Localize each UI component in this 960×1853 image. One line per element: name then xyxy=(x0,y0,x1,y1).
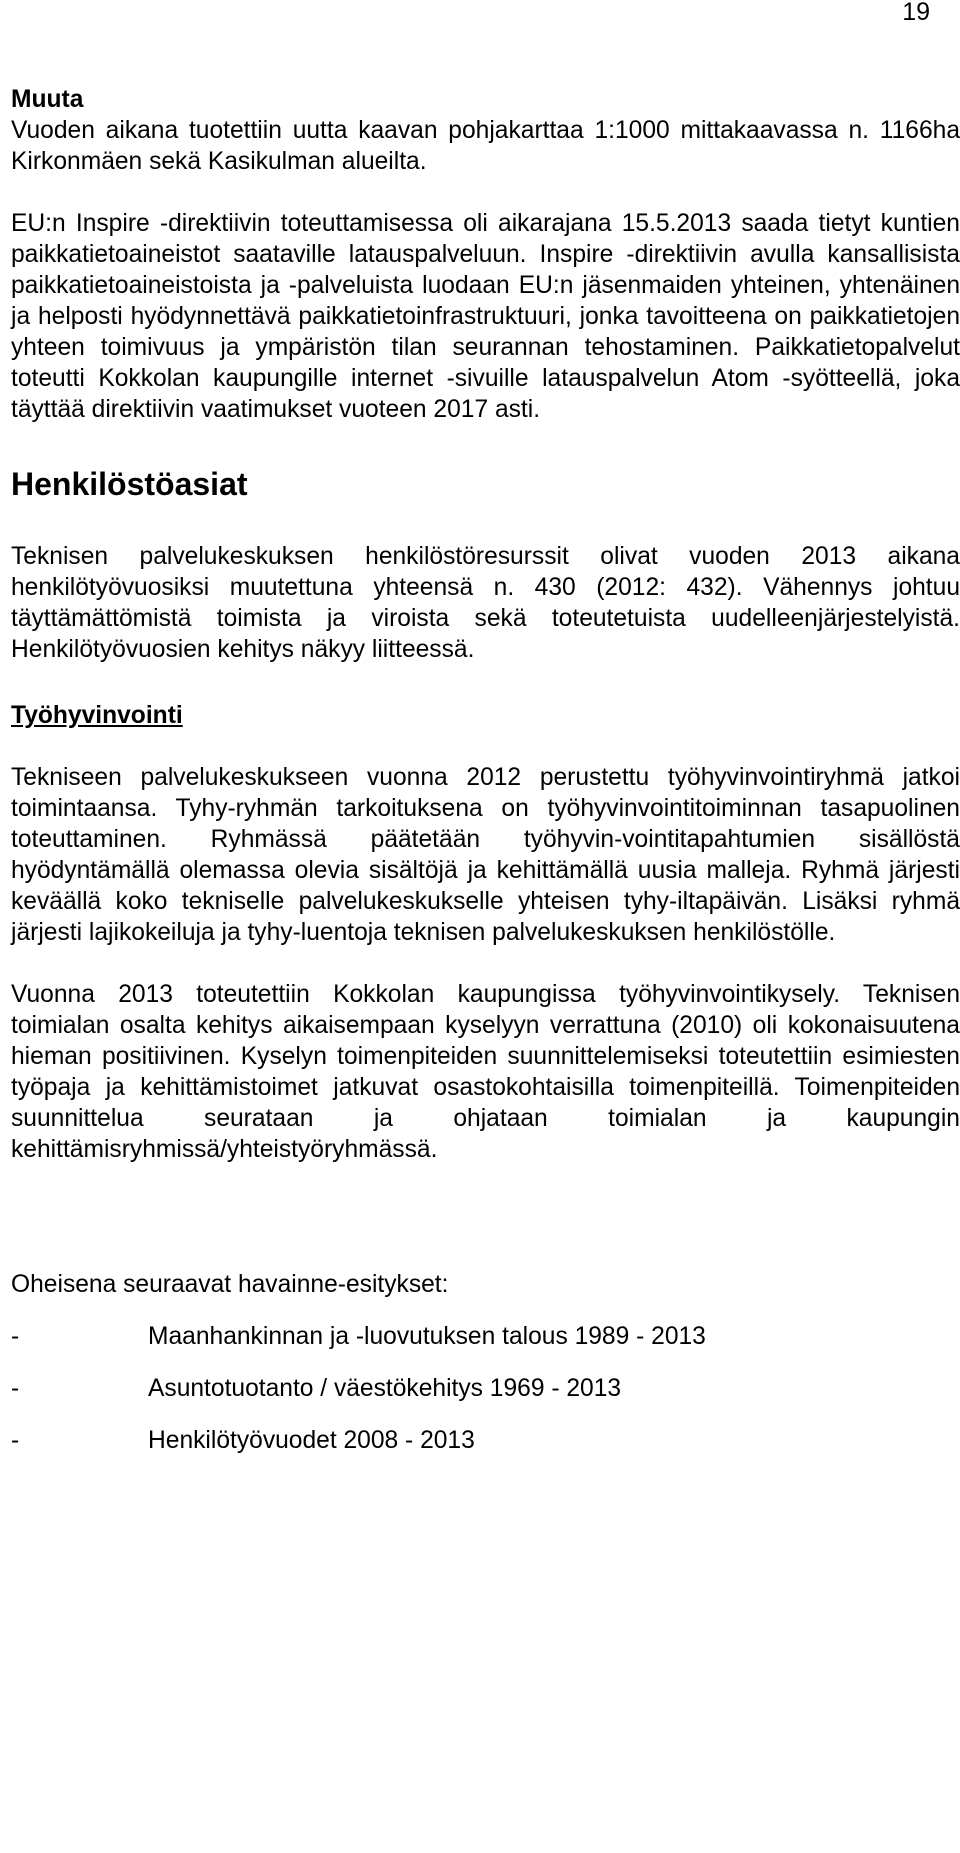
list-dash: - xyxy=(11,1323,20,1350)
document-body xyxy=(11,84,960,1456)
paragraph-kysely: Vuonna 2013 toteutettiin Kokkolan kaupungissa työhyvinvointikysely. Teknisen toimialan osalta kehitys aikaisempaan kyselyyn verrattuna (2010) oli kokonaisuutena hieman positiivinen. Kyselyn toimenpiteiden suunnittelemiseksi toteutettiin esimiesten työpaja ja kehittämistoimet jatkuvat osastokohtaisilla toimenpiteillä. Toimenpiteiden suunnittelua seurataan ja ohjataan toimialan ja kaupungin kehittämisryhmissä/yhteistyöryhmässä. xyxy=(11,981,960,1163)
section-havainne xyxy=(11,1269,960,1456)
page-number: 19 xyxy=(902,0,930,26)
list-item-text: Asuntotuotanto / väestökehitys 1969 - 2013 xyxy=(148,1375,622,1402)
havainne-intro: Oheisena seuraavat havainne-esitykset: xyxy=(11,1271,449,1298)
havainne-list xyxy=(11,1321,960,1456)
heading-henkilostoasiat: Henkilöstöasiat xyxy=(11,466,248,502)
paragraph-inspire: EU:n Inspire -direktiivin toteuttamisessa oli aikarajana 15.5.2013 saada tietyt kuntien paikkatietoaineistot saataville latauspalveluun. Inspire -direktiivin avulla kansallisista paikkatietoaineistoista ja -palveluista luodaan EU:n jäsenmaiden yhteinen, yhtenäinen ja helposti hyödynnettävä paikkatietoinfrastruktuuri, jonka tavoitteena on paikkatietojen yhteen toimivuus ja ympäristön tilan seurannan tehostaminen. Paikkatietopalvelut toteutti Kokkolan kaupungille internet -sivuille latauspalvelun Atom -syötteellä, joka täyttää direktiivin vaatimukset vuoteen 2017 asti. xyxy=(11,210,960,423)
list-item-text: Henkilötyövuodet 2008 - 2013 xyxy=(148,1427,475,1454)
list-item-text: Maanhankinnan ja -luovutuksen talous 1989 - 2013 xyxy=(148,1323,706,1350)
list-item xyxy=(11,1425,960,1456)
paragraph-tyhy-ryhma: Tekniseen palvelukeskukseen vuonna 2012 perustettu työhyvinvointiryhmä jatkoi toimintaansa. Tyhy-ryhmän tarkoituksena on työhyvinvointitoiminnan tasapuolinen toteuttaminen. Ryhmässä päätetään työhyvin-vointitapahtumien sisällöstä hyödyntämällä olemassa olevia sisältöjä ja kehittämällä uusia malleja. Ryhmä järjesti keväällä koko tekniselle palvelukeskukselle yhteisen tyhy-iltapäivän. Lisäksi ryhmä järjesti lajikokeiluja ja tyhy-luentoja teknisen palvelukeskuksen henkilöstölle. xyxy=(11,764,960,946)
list-item xyxy=(11,1321,960,1352)
heading-tyohyvinvointi: Työhyvinvointi xyxy=(11,702,183,729)
section-muuta xyxy=(11,84,960,425)
paragraph-henkilostoresurssit: Teknisen palvelukeskuksen henkilöstöresurssit olivat vuoden 2013 aikana henkilötyövuosiksi muutettuna yhteensä n. 430 (2012: 432). Vähennys johtuu täyttämättömistä toimista ja viroista sekä toteutetuista uudelleenjärjestelyistä. Henkilötyövuosien kehitys näkyy liitteessä. xyxy=(11,543,960,663)
list-dash: - xyxy=(11,1375,20,1402)
list-item xyxy=(11,1373,960,1404)
section-henkilosto xyxy=(11,541,960,665)
list-dash: - xyxy=(11,1427,20,1454)
section-title-muuta: Muuta xyxy=(11,86,84,113)
section-tyohyvinvointi xyxy=(11,762,960,1165)
paragraph-pohjakartta: Vuoden aikana tuotettiin uutta kaavan pohjakarttaa 1:1000 mittakaavassa n. 1166ha Kirkonmäen sekä Kasikulman alueilta. xyxy=(11,117,960,175)
